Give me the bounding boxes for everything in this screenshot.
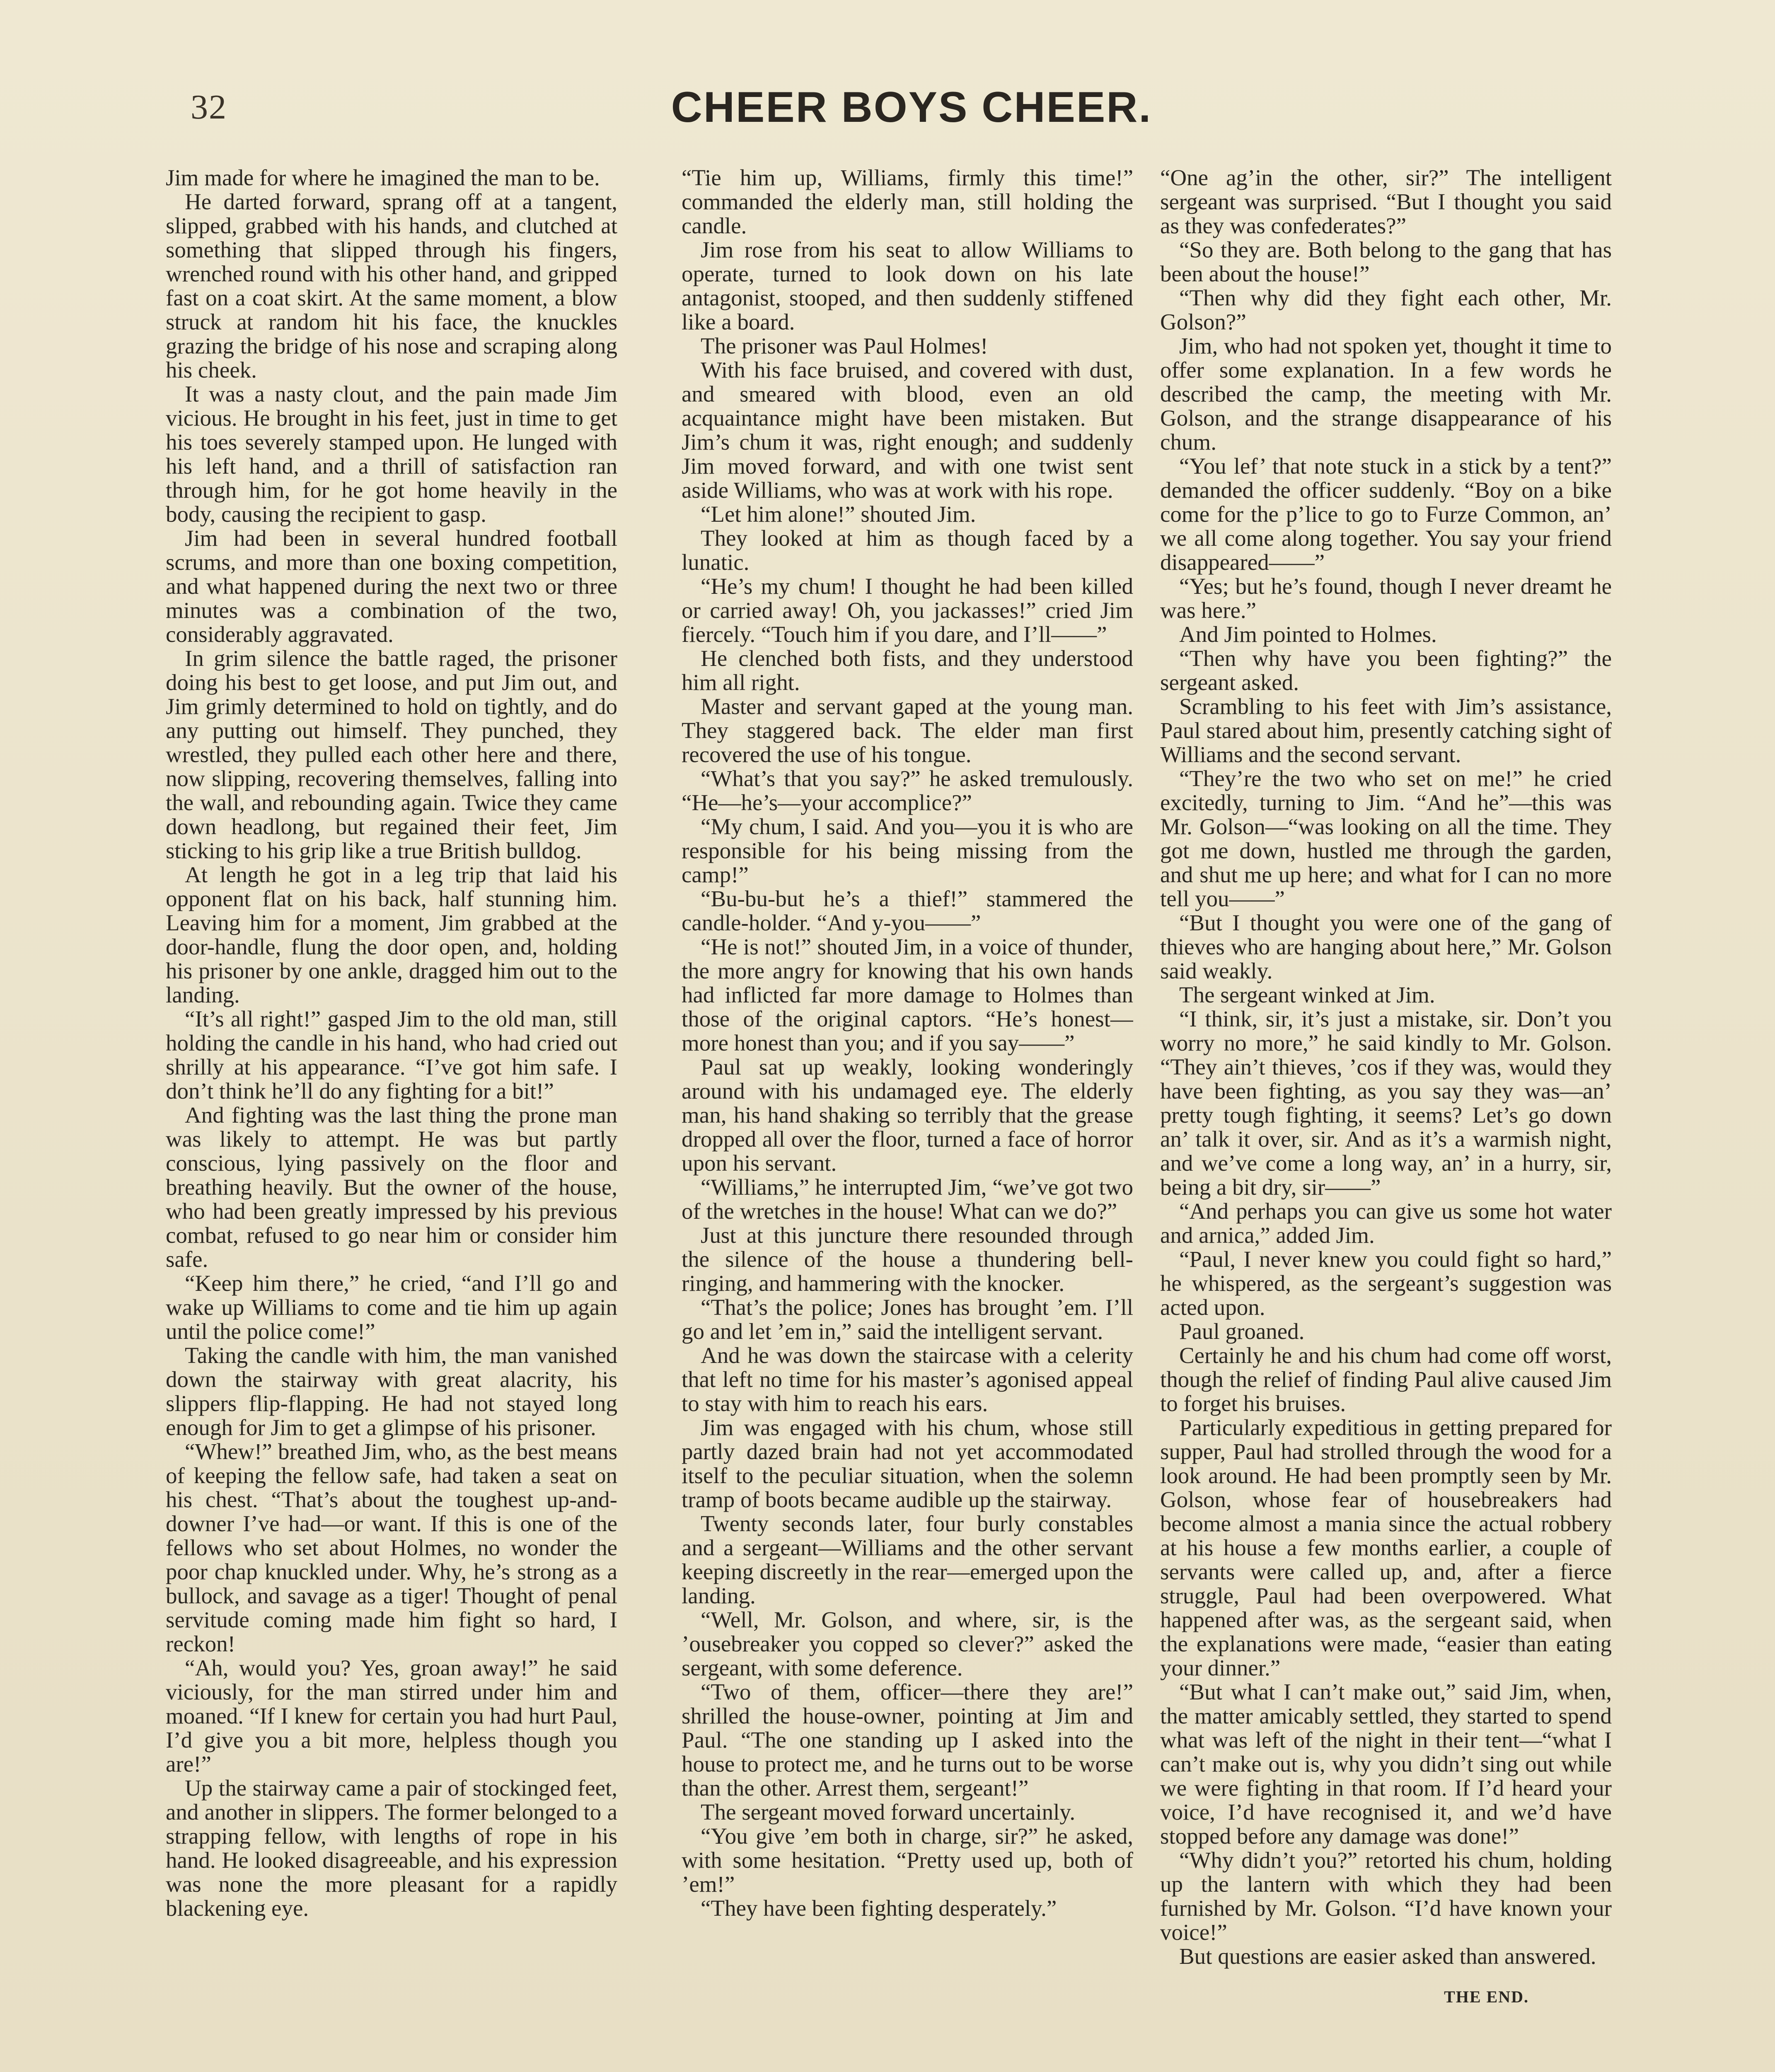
paragraph: “Then why did they fight each other, Mr. Golson?” [1160, 285, 1612, 334]
paragraph: He darted forward, sprang off at a tangent, slipped, grabbed with his hands, and clutched at something that slipped through his fingers, wrenched round with his other hand, and gripped fast on a coat skirt. At the same moment, a blow struck at random hit his face, the knuckles grazing the bridge of his nose and scraping along his cheek. [166, 189, 617, 382]
the-end-label: THE END. [1444, 1987, 1529, 2006]
paragraph: “It’s all right!” gasped Jim to the old man, still holding the candle in his hand, who had cried out shrilly at his appearance. “I’ve got him safe. I don’t think he’ll do any fighting for a bit!” [166, 1006, 617, 1104]
paragraph: Twenty seconds later, four burly constables and a sergeant—Williams and the other servant keeping discreetly in the rear—emerged upon the landing. [682, 1511, 1133, 1608]
paragraph: “You lef’ that note stuck in a stick by a tent?” demanded the officer suddenly. “Boy on a bike come for the p’lice to go to Furze Common, an’ we all come along together. You say your friend disappeared——” [1160, 453, 1612, 575]
text-column-2 [682, 166, 1133, 2072]
paragraph: Just at this juncture there resounded through the silence of the house a thundering bell-ringing, and hammering with the knocker. [682, 1222, 1133, 1296]
paragraph: “He is not!” shouted Jim, in a voice of thunder, the more angry for knowing that his own hands had inflicted far more damage to Holmes than those of the original captors. “He’s honest—more honest than you; and if you say——” [682, 934, 1133, 1055]
paragraph: “But I thought you were one of the gang of thieves who are hanging about here,” Mr. Golson said weakly. [1160, 910, 1612, 983]
paragraph: They looked at him as though faced by a lunatic. [682, 525, 1133, 575]
paragraph: “That’s the police; Jones has brought ’em. I’ll go and let ’em in,” said the intelligent servant. [682, 1295, 1133, 1344]
paragraph: Paul groaned. [1179, 1319, 1305, 1344]
paragraph: “Yes; but he’s found, though I never dreamt he was here.” [1160, 574, 1612, 623]
paragraph: “Keep him there,” he cried, “and I’ll go and wake up Williams to come and tie him up again until the police come!” [166, 1271, 617, 1344]
paragraph: “My chum, I said. And you—you it is who are responsible for his being missing from the camp!” [682, 814, 1133, 887]
paragraph: In grim silence the battle raged, the prisoner doing his best to get loose, and put Jim out, and Jim grimly determined to hold on tightly, and do any putting out himself. They punched, they wrestled, they pulled each other here and there, now slipping, recovering themselves, falling into the wall, and rebounding again. Twice they came down headlong, but regained their feet, Jim sticking to his grip like a true British bulldog. [166, 646, 617, 863]
paragraph: At length he got in a leg trip that laid his opponent flat on his back, half stunning him. Leaving him for a moment, Jim grabbed at the door-handle, flung the door open, and, holding his prisoner by one ankle, dragged him out to the landing. [166, 862, 617, 1007]
paragraph: The sergeant moved forward uncertainly. [701, 1799, 1076, 1825]
paragraph: The prisoner was Paul Holmes! [701, 333, 988, 358]
paragraph: “Well, Mr. Golson, and where, sir, is the ’ousebreaker you copped so clever?” asked the sergeant, with some deference. [682, 1607, 1133, 1680]
paragraph: “Paul, I never knew you could fight so hard,” he whispered, as the sergeant’s suggestion was acted upon. [1160, 1247, 1612, 1320]
paragraph: “Then why have you been fighting?” the sergeant asked. [1160, 646, 1612, 695]
paragraph: “What’s that you say?” he asked tremulously. “He—he’s—your accomplice?” [682, 766, 1133, 815]
paragraph: “Williams,” he interrupted Jim, “we’ve got two of the wretches in the house! What can we do?” [682, 1174, 1133, 1224]
text-column-1 [166, 166, 617, 2072]
paragraph: “Bu-bu-but he’s a thief!” stammered the candle-holder. “And y-you——” [682, 886, 1133, 935]
paragraph: “Whew!” breathed Jim, who, as the best means of keeping the fellow safe, had taken a seat on his chest. “That’s about the toughest up-and-downer I’ve had—or want. If this is one of the fellows who set about Holmes, no wonder the poor chap knuckled under. Why, he’s strong as a bullock, and savage as a tiger! Thought of penal servitude coming made him fight so hard, I reckon! [166, 1439, 617, 1656]
paragraph: Certainly he and his chum had come off worst, though the relief of finding Paul alive caused Jim to forget his bruises. [1160, 1343, 1612, 1416]
paragraph: And fighting was the last thing the prone man was likely to attempt. He was but partly conscious, lying passively on the floor and breathing heavily. But the owner of the house, who had been greatly impressed by his previous combat, refused to go near him or consider him safe. [166, 1102, 617, 1272]
paragraph: Paul sat up weakly, looking wonderingly around with his undamaged eye. The elderly man, his hand shaking so terribly that the grease dropped all over the floor, turned a face of horror upon his servant. [682, 1054, 1133, 1176]
paragraph: Master and servant gaped at the young man. They staggered back. The elder man first recovered the use of his tongue. [682, 694, 1133, 767]
paragraph: The sergeant winked at Jim. [1179, 982, 1435, 1007]
paragraph: “And perhaps you can give us some hot water and arnica,” added Jim. [1160, 1198, 1612, 1248]
paragraph: But questions are easier asked than answered. [1179, 1944, 1596, 1969]
paragraph: “Let him alone!” shouted Jim. [701, 501, 976, 527]
paragraph: Jim, who had not spoken yet, thought it time to offer some explanation. In a few words he described the camp, the meeting with Mr. Golson, and the strange disappearance of his chum. [1160, 333, 1612, 455]
paragraph: “Tie him up, Williams, firmly this time!” commanded the elderly man, still holding the candle. [682, 166, 1133, 238]
paragraph: And he was down the staircase with a celerity that left no time for his master’s agonised appeal to stay with him to reach his ears. [682, 1343, 1133, 1416]
paragraph: And Jim pointed to Holmes. [1179, 622, 1437, 647]
paragraph: Taking the candle with him, the man vanished down the stairway with great alacrity, his slippers flip-flapping. He had not stayed long enough for Jim to get a glimpse of his prisoner. [166, 1343, 617, 1440]
running-title: CHEER BOYS CHEER. [671, 83, 1152, 131]
page-header [0, 83, 1775, 141]
paragraph: “Why didn’t you?” retorted his chum, holding up the lantern with which they had been furnished by Mr. Golson. “I’d have known your voice!” [1160, 1847, 1612, 1945]
paragraph: “Two of them, officer—there they are!” shrilled the house-owner, pointing at Jim and Paul. “The one standing up I asked into the house to protect me, and he turns out to be worse than the other. Arrest them, sergeant!” [682, 1679, 1133, 1801]
paragraph: “But what I can’t make out,” said Jim, when, the matter amicably settled, they started to spend what was left of the night in their tent—“what I can’t make out is, why you didn’t sing out while we were fighting in that room. If I’d heard your voice, I’d have recognised it, and we’d have stopped before any damage was done!” [1160, 1679, 1612, 1849]
paragraph: It was a nasty clout, and the pain made Jim vicious. He brought in his feet, just in time to get his toes severely stamped upon. He lunged with his left hand, and a thrill of satisfaction ran through him, for he got home heavily in the body, causing the recipient to gasp. [166, 381, 617, 527]
paragraph: He clenched both fists, and they understood him all right. [682, 646, 1133, 695]
paragraph: Jim had been in several hundred football scrums, and more than one boxing competition, and what happened during the next two or three minutes was a combination of the two, considerably aggravated. [166, 525, 617, 647]
page-number: 32 [191, 88, 227, 126]
paragraph: Scrambling to his feet with Jim’s assistance, Paul stared about him, presently catching sight of Williams and the second servant. [1160, 694, 1612, 767]
paragraph: “You give ’em both in charge, sir?” he asked, with some hesitation. “Pretty used up, both of ’em!” [682, 1823, 1133, 1897]
paragraph: “I think, sir, it’s just a mistake, sir. Don’t you worry no more,” he said kindly to Mr. Golson. “They ain’t thieves, ’cos if they was, would they have been fighting, as you say they was—an’ pretty tough fighting, it seems? Let’s go down an’ talk it over, sir. And as it’s a warmish night, and we’ve come a long way, an’ in a hurry, sir, being a bit dry, sir——” [1160, 1006, 1612, 1200]
paragraph: Jim made for where he imagined the man to be. [166, 166, 600, 190]
paragraph: Up the stairway came a pair of stockinged feet, and another in slippers. The former belonged to a strapping fellow, with lengths of rope in his hand. He looked disagreeable, and his expression was none the more pleasant for a rapidly blackening eye. [166, 1775, 617, 1921]
paragraph: “One ag’in the other, sir?” The intelligent sergeant was surprised. “But I thought you said as they was confederates?” [1160, 166, 1612, 238]
text-column-3 [1160, 166, 1612, 2072]
paragraph: Particularly expeditious in getting prepared for supper, Paul had strolled through the wood for a look around. He had been promptly seen by Mr. Golson, whose fear of housebreakers had become almost a mania since the actual robbery at his house a few months earlier, a couple of servants were called up, and, after a fierce struggle, Paul had been overpowered. What happened after was, as the sergeant said, when the explanations were made, “easier than eating your dinner.” [1160, 1415, 1612, 1680]
paragraph: “So they are. Both belong to the gang that has been about the house!” [1160, 237, 1612, 286]
paragraph: “They have been fighting desperately.” [701, 1895, 1057, 1921]
paragraph: “He’s my chum! I thought he had been killed or carried away! Oh, you jackasses!” cried Jim fiercely. “Touch him if you dare, and I’ll——” [682, 574, 1133, 647]
story-columns [166, 166, 1612, 2072]
paragraph: Jim was engaged with his chum, whose still partly dazed brain had not yet accommodated itself to the peculiar situation, when the solemn tramp of boots became audible up the stairway. [682, 1415, 1133, 1512]
paragraph: With his face bruised, and covered with dust, and smeared with blood, even an old acquaintance might have been mistaken. But Jim’s chum it was, right enough; and suddenly Jim moved forward, and with one twist sent aside Williams, who was at work with his rope. [682, 357, 1133, 503]
paragraph: Jim rose from his seat to allow Williams to operate, turned to look down on his late antagonist, stooped, and then suddenly stiffened like a board. [682, 237, 1133, 334]
paragraph: “They’re the two who set on me!” he cried excitedly, turning to Jim. “And he”—this was Mr. Golson—“was looking on all the time. They got me down, hustled me through the garden, and shut me up here; and what for I can no more tell you——” [1160, 766, 1612, 911]
paragraph: “Ah, would you? Yes, groan away!” he said viciously, for the man stirred under him and moaned. “If I knew for certain you had hurt Paul, I’d give you a bit more, helpless though you are!” [166, 1655, 617, 1777]
